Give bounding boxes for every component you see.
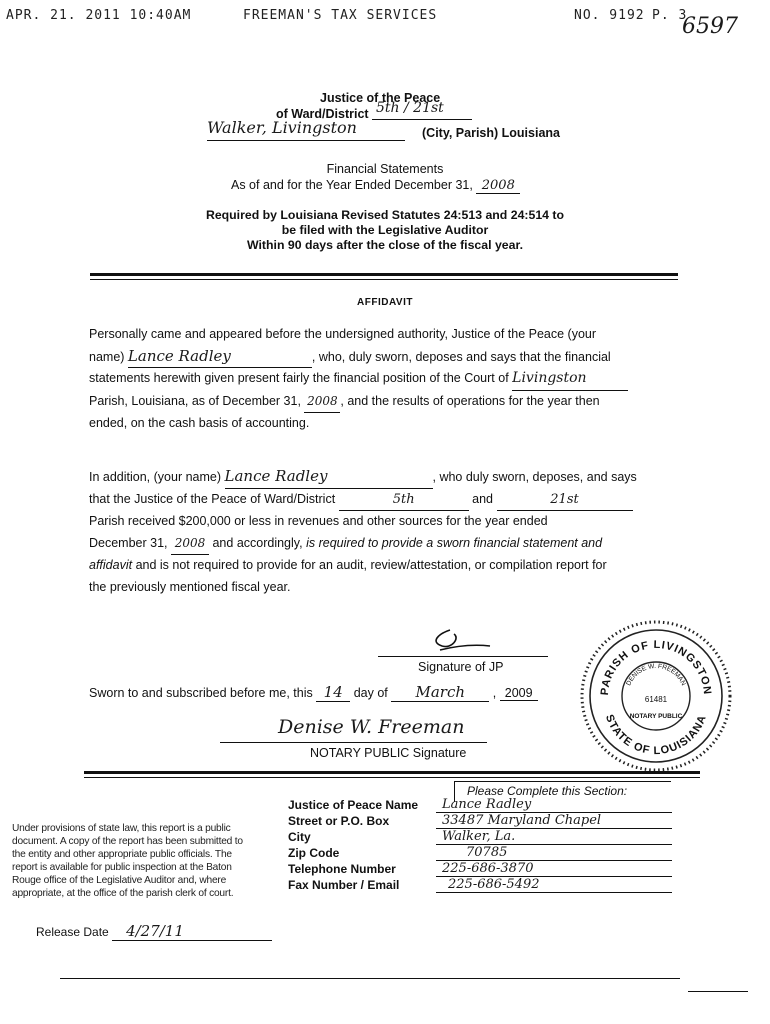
p2-text-a: In addition, (your name) xyxy=(89,470,222,484)
contact-value: 70785 xyxy=(436,845,672,861)
notary-signature-line xyxy=(220,742,487,743)
contact-label: Zip Code xyxy=(288,846,340,860)
jp-signature-line xyxy=(378,656,548,657)
sworn-day: 14 xyxy=(316,683,350,702)
p2-name: Lance Radley xyxy=(225,466,433,489)
p2-text-e: December 31, xyxy=(89,535,168,550)
notary-label: NOTARY PUBLIC Signature xyxy=(310,746,467,760)
release-date-value: 4/27/11 xyxy=(112,922,272,941)
p2-italic: is required to provide a sworn financial statement and xyxy=(306,535,603,550)
disclaimer xyxy=(12,822,282,900)
contact-value: Walker, La. xyxy=(436,829,672,845)
p1-text-e: , and the results of operations for the year then xyxy=(340,393,600,408)
sworn-text-b: day of xyxy=(353,686,388,700)
p1-line3 xyxy=(89,368,689,391)
contact-row xyxy=(288,861,672,877)
subtitle-text: As of and for the Year Ended December 31, xyxy=(231,178,473,192)
contact-value: 225-686-5492 xyxy=(436,877,672,893)
contact-value: 225-686-3870 xyxy=(436,861,672,877)
seal-inner-name: DENISE W. FREEMAN xyxy=(625,662,687,687)
jp-signature-mark xyxy=(420,624,500,658)
p2-text-b: , who duly sworn, deposes, and says xyxy=(432,470,637,484)
divider-middle xyxy=(84,771,700,774)
disclaimer-line: document. A copy of the report has been submitted to xyxy=(12,836,243,847)
divider-top xyxy=(90,273,678,276)
release-date xyxy=(36,922,272,941)
p2-line3: Parish received $200,000 or less in revenues and other sources for the year ended xyxy=(89,514,548,528)
contact-heading: Please Complete this Section: xyxy=(467,784,628,798)
p1-line5: ended, on the cash basis of accounting. xyxy=(89,416,310,430)
handwritten-id: 6597 xyxy=(682,14,738,39)
contact-label: Street or P.O. Box xyxy=(288,814,390,828)
contact-label: Justice of Peace Name xyxy=(288,798,419,812)
subtitle-line1: Financial Statements xyxy=(326,162,444,176)
fax-number: NO. 9192 xyxy=(574,8,645,23)
p2-text-c: that the Justice of the Peace of Ward/District xyxy=(89,491,336,506)
contact-value: 33487 Maryland Chapel xyxy=(436,813,672,829)
release-date-label: Release Date xyxy=(36,925,109,939)
divider-top-thin xyxy=(90,279,678,280)
sworn-year: 2009 xyxy=(500,686,538,701)
p2-text-f: and accordingly, xyxy=(212,535,303,550)
p1-line1: Personally came and appeared before the undersigned authority, Justice of the Peace (your xyxy=(89,327,597,341)
fax-datetime: APR. 21. 2011 10:40AM xyxy=(6,8,192,23)
fax-company: FREEMAN'S TAX SERVICES xyxy=(243,8,438,23)
p1-text-c: statements herewith given present fairly the financial position of the Court of xyxy=(89,371,509,385)
p2-text-g: and is not required to provide for an audit, review/attestation, or compilation report for xyxy=(135,558,607,572)
sworn-line: Sworn to and subscribed before me, this 14 day of March , 2009 xyxy=(89,683,538,702)
p1-year: 2008 xyxy=(304,391,340,414)
sworn-month: March xyxy=(391,683,489,702)
subtitle-line2 xyxy=(231,178,520,194)
contact-label: Telephone Number xyxy=(288,862,396,876)
sworn-text-a: Sworn to and subscribed before me, this xyxy=(89,686,313,700)
fax-page: P. 3 xyxy=(652,8,688,23)
notary-signature: Denise W. Freeman xyxy=(278,716,465,738)
affidavit-heading: AFFIDAVIT xyxy=(357,297,413,308)
divider-bottom xyxy=(60,978,680,979)
p1-line4 xyxy=(89,391,689,414)
contact-row xyxy=(288,813,672,829)
notary-seal xyxy=(578,618,734,774)
subtitle-year: 2008 xyxy=(476,178,520,194)
p2-ward: 5th xyxy=(339,489,469,512)
p2-line4 xyxy=(89,533,689,556)
contact-row xyxy=(288,797,672,813)
p2-line5 xyxy=(89,555,689,577)
divider-middle-thin xyxy=(84,777,700,778)
affidavit-paragraph-1 xyxy=(89,324,689,435)
divider-bottom-right xyxy=(688,991,748,992)
p2-line2 xyxy=(89,489,689,512)
disclaimer-line: appropriate, at the office of the parish clerk of court. xyxy=(12,888,234,899)
disclaimer-line: the entity and other appropriate public officials. The xyxy=(12,849,232,860)
contact-row xyxy=(288,829,672,845)
p1-line2 xyxy=(89,346,689,369)
p1-text-d: Parish, Louisiana, as of December 31, xyxy=(89,393,301,408)
p1-name-label: name) xyxy=(89,349,125,364)
seal-bottom-arc: STATE OF LOUISIANA xyxy=(602,713,710,758)
disclaimer-line: report is available for public inspection at the Baton xyxy=(12,862,232,873)
contact-form xyxy=(288,797,672,893)
contact-label: Fax Number / Email xyxy=(288,878,400,892)
city-label: (City, Parish) Louisiana xyxy=(422,126,560,140)
p2-and: and xyxy=(472,491,494,506)
ward-field xyxy=(372,99,472,120)
ward-handwritten: 5th / 21st xyxy=(376,100,444,116)
title-ward-label: of Ward/District xyxy=(276,107,369,121)
p2-year: 2008 xyxy=(171,533,209,556)
requirement-line1: Required by Louisiana Revised Statutes 24:513 and 24:514 to xyxy=(205,208,565,222)
city-handwritten: Walker, Livingston xyxy=(207,118,357,137)
p2-italic-2: affidavit xyxy=(89,558,133,572)
disclaimer-line: Rouge office of the Legislative Auditor and, where xyxy=(12,875,227,886)
disclaimer-line: Under provisions of state law, this report is a public xyxy=(12,823,231,834)
contact-row xyxy=(288,877,672,893)
contact-label: City xyxy=(288,830,311,844)
title-line1: Justice of the Peace xyxy=(320,91,441,105)
seal-number: 61481 xyxy=(644,695,668,704)
svg-text:DENISE W. FREEMAN xyxy=(625,663,687,687)
seal-top-arc: PARISH OF LIVINGSTON xyxy=(598,638,714,696)
contact-row xyxy=(288,845,672,861)
p1-name: Lance Radley xyxy=(128,346,312,369)
contact-value: Lance Radley xyxy=(436,797,672,813)
requirement-line2: be filed with the Legislative Auditor xyxy=(281,223,489,237)
seal-role: NOTARY PUBLIC xyxy=(629,713,683,720)
p2-line1 xyxy=(89,466,689,489)
p2-district: 21st xyxy=(497,489,633,512)
requirement-line3: Within 90 days after the close of the fiscal year. xyxy=(247,238,523,252)
affidavit-paragraph-2 xyxy=(89,466,689,598)
p1-court: Livingston xyxy=(512,368,628,391)
jp-signature-label: Signature of JP xyxy=(418,660,504,674)
p2-line6: the previously mentioned fiscal year. xyxy=(89,579,291,594)
city-field xyxy=(207,118,405,141)
p1-text-b: , who, duly sworn, deposes and says that the financial xyxy=(311,349,611,364)
